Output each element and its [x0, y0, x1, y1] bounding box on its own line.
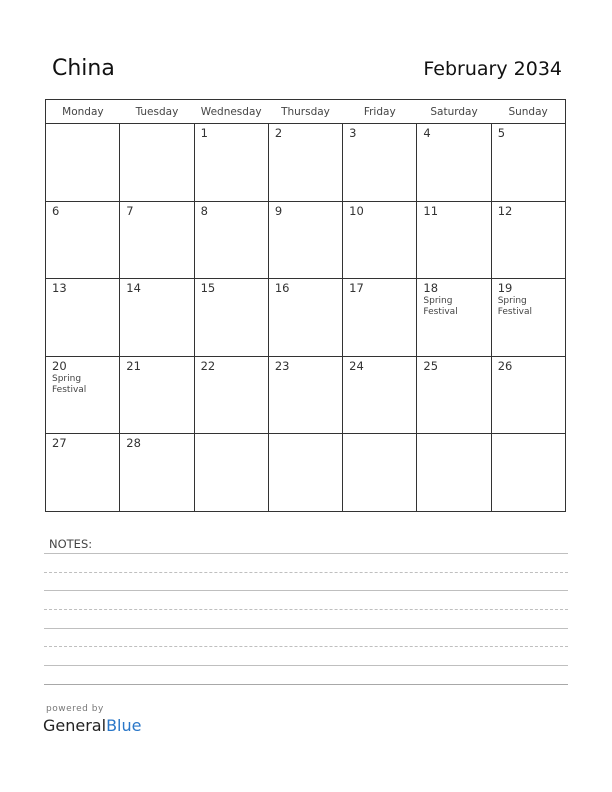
day-cell: [417, 279, 491, 357]
calendar-grid: [45, 99, 566, 512]
day-cell: [194, 356, 268, 434]
day-number: 28: [126, 436, 141, 451]
day-number: 23: [274, 358, 290, 373]
day-cell: [46, 356, 120, 434]
week-row: [46, 124, 566, 202]
day-number: 6: [52, 203, 60, 218]
day-number: 16: [274, 281, 290, 296]
day-number: 12: [497, 203, 513, 218]
holiday-label: [498, 296, 559, 318]
day-cell: [491, 201, 565, 279]
holiday-label-line: Festival: [52, 384, 87, 395]
month-title: February 2034: [423, 58, 562, 80]
day-cell: [194, 434, 268, 512]
notes-line: [44, 609, 568, 610]
day-number: 14: [126, 281, 141, 296]
day-number: 13: [52, 281, 67, 296]
day-cell: [268, 279, 342, 357]
day-cell: [46, 124, 120, 202]
weekday-header: Monday: [46, 100, 120, 124]
day-number: 20: [52, 358, 67, 373]
day-cell: [120, 356, 194, 434]
holiday-label-line: Festival: [423, 307, 458, 318]
day-cell: [268, 201, 342, 279]
day-cell: [268, 124, 342, 202]
brand-logo: [43, 716, 141, 735]
day-number: 10: [349, 203, 364, 218]
weekday-header: Wednesday: [194, 100, 268, 124]
day-cell: [120, 279, 194, 357]
notes-line: [44, 553, 568, 554]
day-cell: [268, 434, 342, 512]
day-number: 27: [52, 436, 67, 451]
day-number: 5: [497, 126, 506, 140]
brand-blue: Blue: [106, 716, 142, 735]
day-number: 18: [423, 281, 439, 296]
weekday-header: Sunday: [491, 100, 565, 124]
weekday-header: Thursday: [268, 100, 342, 124]
day-number: 4: [423, 126, 431, 140]
holiday-label-line: Spring: [497, 296, 527, 307]
day-cell: [417, 356, 491, 434]
day-number: 15: [200, 281, 216, 296]
day-number: 7: [126, 203, 134, 218]
weekday-header-row: [46, 100, 566, 124]
country-title: China: [52, 56, 115, 81]
day-cell: [268, 356, 342, 434]
day-cell: [46, 279, 120, 357]
day-cell: [491, 434, 565, 512]
holiday-label: [423, 296, 484, 318]
holiday-label: [52, 374, 113, 396]
weekday-header: Saturday: [417, 100, 491, 124]
day-number: 19: [497, 281, 513, 296]
day-number: 25: [423, 358, 439, 373]
day-cell: [194, 201, 268, 279]
day-cell: [46, 434, 120, 512]
day-cell: [194, 124, 268, 202]
day-cell: [343, 124, 417, 202]
holiday-label-line: Spring: [52, 373, 82, 384]
day-number: 21: [126, 358, 141, 373]
powered-by-text: powered by: [46, 704, 104, 714]
day-cell: [120, 434, 194, 512]
day-number: 24: [349, 358, 364, 373]
day-cell: [343, 201, 417, 279]
day-cell: [491, 124, 565, 202]
day-cell: [120, 201, 194, 279]
day-number: 17: [349, 281, 364, 296]
day-cell: [343, 279, 417, 357]
day-cell: [120, 124, 194, 202]
week-row: [46, 356, 566, 434]
weekday-header: Tuesday: [120, 100, 194, 124]
day-number: 9: [274, 203, 283, 218]
day-cell: [46, 201, 120, 279]
day-cell: [417, 434, 491, 512]
notes-line: [44, 646, 568, 647]
notes-label: NOTES:: [49, 537, 93, 551]
day-cell: [343, 434, 417, 512]
day-cell: [194, 279, 268, 357]
holiday-label-line: Spring: [423, 296, 453, 307]
notes-line: [44, 628, 568, 629]
day-cell: [491, 356, 565, 434]
notes-line: [44, 572, 568, 573]
day-cell: [343, 356, 417, 434]
brand-general: General: [43, 716, 107, 735]
day-number: 2: [274, 126, 283, 140]
day-number: 1: [200, 126, 208, 140]
week-row: [46, 434, 566, 512]
notes-line: [44, 684, 568, 685]
day-number: 22: [200, 358, 216, 373]
day-number: 3: [349, 126, 357, 140]
notes-line: [44, 590, 568, 591]
day-number: 8: [200, 203, 208, 218]
notes-line: [44, 665, 568, 666]
day-cell: [491, 279, 565, 357]
day-cell: [417, 124, 491, 202]
day-number: 11: [423, 203, 439, 218]
week-row: [46, 201, 566, 279]
week-row: [46, 279, 566, 357]
weekday-header: Friday: [343, 100, 417, 124]
day-cell: [417, 201, 491, 279]
day-number: 26: [497, 358, 513, 373]
holiday-label-line: Festival: [497, 307, 532, 318]
